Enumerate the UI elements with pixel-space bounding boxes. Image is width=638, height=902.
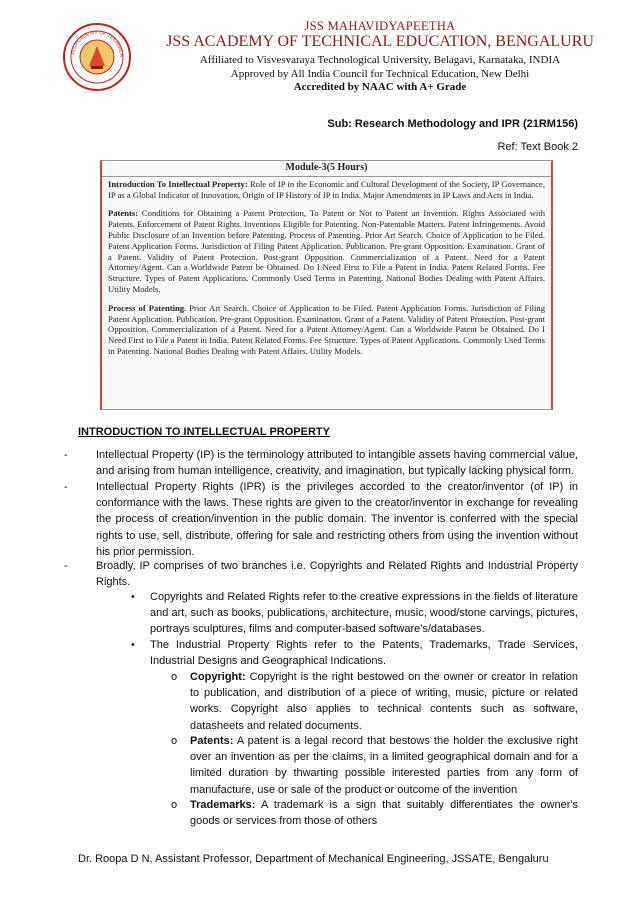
dash-item: Intellectual Property Rights (IPR) is the privileges accorded to the creator/inventor (of IP) in conformance with the laws. These rights are given to the creator/inventor in exchange for revealing the process of creation/invention in the public domain. The inventor is conferred with the special rights to use, sell, distribute, offering for sale and restricting others from using the invention without his prior permission. [96,481,578,558]
header-college-name: JSS ACADEMY OF TECHNICAL EDUCATION, BENGALURU [166,33,594,50]
sub-item-copyright [190,669,578,734]
bullet-item: The Industrial Property Rights refer to the Patents, Trademarks, Trade Services, Industrial Designs and Geographical Indications. [150,639,578,668]
seal-text: JSS ACADEMY OF TECHNICA [70,29,125,58]
sub-item-patents [190,733,578,798]
sub-marker: o [171,735,178,747]
sub-marker: o [171,671,178,683]
section-title: INTRODUCTION TO INTELLECTUAL PROPERTY [78,426,330,438]
sub-item-head: Patents: [190,735,234,747]
header-affiliation: Affiliated to Visvesvaraya Technological University, Belagavi, Karnataka, INDIA [199,54,561,66]
bullet-marker: • [131,639,135,651]
module-intro-text: Role of IP in the Economic and Cultural Development of the Society, IP Governance, IP as a Global Indicator of Innovation, Origin of IP History of IP in India. Major Amendments in IP Laws and Acts in India. [108,178,545,200]
module-patents-text: Conditions for Obtaining a Patent Protection, To Patent or Not to Patent an Invention. Rights Associated with Patents. Enforcement of Patent Rights. Inventions Eligible for Patenting. Non-Patentable Matters. Patent Infringements. Avoid Public Disclosure of an Invention before Patenting. Process of Patenting. Prior Art Search. Choice of Application to be Filed. Patent Application Forms. Jurisdiction of Filing Patent Application. Publication. Pre-grant Opposition. Examination. Grant of a Patent. Validity of Patent Protection. Post-grant Opposition. Commercialization of a Patent. Need for a Patent Attorney/Agent. Can a Worldwide Patent be Obtained. Do I Need First to File a Patent in India. Patent Related Forms. Fee Structure. Types of Patent Applications. Commonly Used Terms in Patenting. National Bodies Dealing with Patent Affairs. Utility Models. [108,208,545,294]
sub-item-trademarks [190,797,578,829]
header-approval: Approved by All India Council for Technical Education, New Delhi [230,68,530,80]
sub-marker: o [171,799,178,811]
module-syllabus-box [100,160,553,410]
bullet-marker: • [131,591,135,603]
header-line-1: JSS MAHAVIDYAPEETHA [304,19,456,33]
module-title: Module-3(5 Hours) [102,161,551,177]
dash-item: Broadly, IP comprises of two branches i.e. Copyrights and Related Rights and Industrial Property Rights. [96,560,578,589]
college-seal-logo [62,22,132,92]
page-footer: Dr. Roopa D N, Assistant Professor, Department of Mechanical Engineering, JSSATE, Bengaluru [78,853,549,865]
bullet-item: Copyrights and Related Rights refer to the creative expressions in the fields of literature and art, such as books, publications, architecture, music, wood/stone carvings, pictures, portrays sculptures, films and computer-based software's/databases. [150,591,578,636]
header-accreditation: Accredited by NAAC with A+ Grade [293,81,467,93]
sub-item-text: A patent is a legal record that bestows the holder the exclusive right over an invention as per the claims, in a limited geographical domain and for a limited duration by thwarting possible interested parties from any form of manufacture, use or sale of the product or outcome of the invention [190,735,578,796]
dash-marker: - [64,560,68,572]
sub-item-text: Copyright is the right bestowed on the owner or creator in relation to publication, and distribution of a piece of writing, music, picture or related works. Copyright also applies to technical contents such as software, datasheets and related documents. [190,671,578,732]
subject-line: Sub: Research Methodology and IPR (21RM156) [327,118,578,130]
module-process-para [108,303,545,357]
sub-item-head: Trademarks: [190,799,256,811]
module-patents-head: Patents: [108,208,139,219]
module-intro-head: Introduction To Intellectual Property: [108,178,248,189]
module-process-head: Process of Patenting. [108,302,187,313]
module-patents-para [108,208,545,294]
module-process-text: Prior Art Search. Choice of Application to be Filed. Patent Application Forms. Jurisdiction of Filing Patent Application. Publication. Pre-grant Opposition. Examination. Grant of a Patent. Validity of Patent Protection. Post-grant Opposition. Commercialization of a Patent. Need for a Patent Attorney/Agent. Can a Worldwide Patent be Obtained. Do I Need First to File a Patent in India. Patent Related Forms. Fee Structure. Types of Patent Applications. Commonly Used Terms in Patenting. National Bodies Dealing with Patent Affairs. Utility Models. [108,302,545,356]
sub-item-text: A trademark is a sign that suitably differentiates the owner's goods or services from those of others [190,799,578,828]
dash-marker: - [64,481,68,493]
dash-item: Intellectual Property (IP) is the terminology attributed to intangible assets having commercial value, and arising from human intelligence, creativity, and imagination, but typically lacking physical form. [96,449,578,478]
dash-marker: - [64,449,68,461]
sub-item-head: Copyright: [190,671,246,683]
module-intro-para [108,179,545,201]
reference-line: Ref: Text Book 2 [497,141,578,153]
